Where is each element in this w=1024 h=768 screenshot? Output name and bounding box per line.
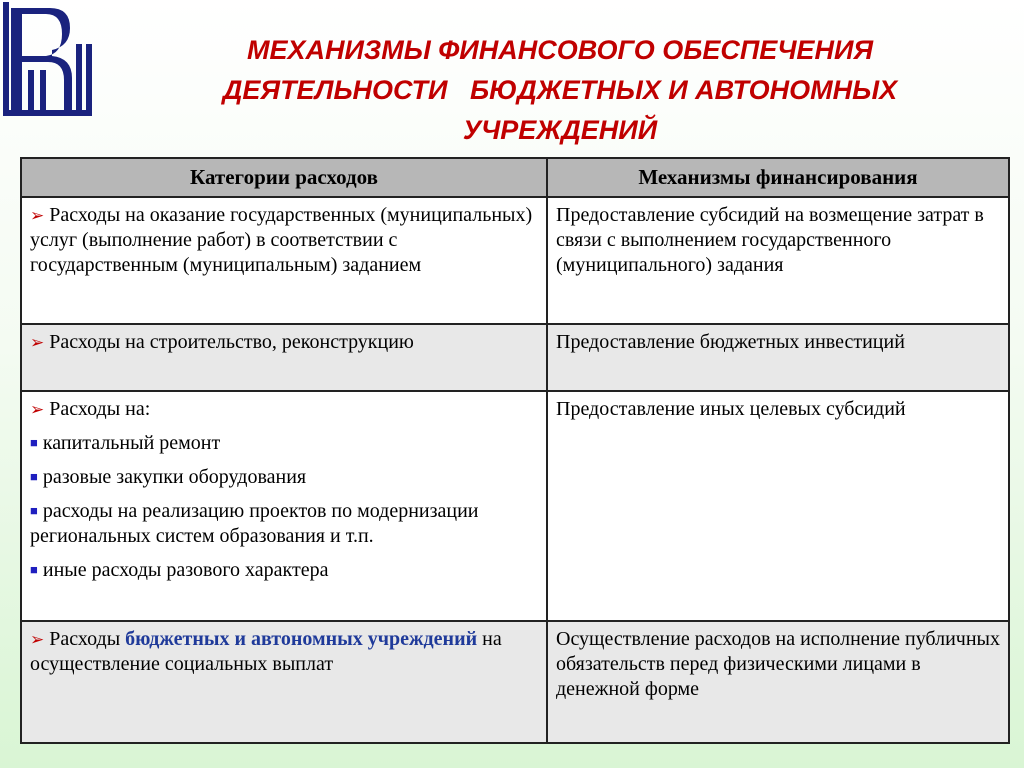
mechanism-cell: Предоставление иных целевых субсидий <box>547 391 1009 621</box>
category-cell <box>21 391 547 621</box>
header-categories: Категории расходов <box>21 158 547 197</box>
page-title <box>100 30 1020 150</box>
category-text: Расходы на оказание государственных (муниципальных) услуг (выполнение работ) в соответствии с государственным (муниципальным) заданием <box>30 204 533 276</box>
arrow-bullet-icon: ➢ <box>30 630 45 649</box>
category-cell <box>21 197 547 324</box>
arrow-bullet-icon: ➢ <box>30 400 45 419</box>
square-bullet-icon: ■ <box>30 562 38 577</box>
square-bullet-icon: ■ <box>30 469 38 484</box>
category-cell <box>21 324 547 391</box>
financing-table <box>20 157 1010 744</box>
category-text: Расходы на строительство, реконструкцию <box>49 331 414 353</box>
list-item: ■ разовые закупки оборудования <box>30 466 307 488</box>
title-line-2: ДЕЯТЕЛЬНОСТИ БЮДЖЕТНЫХ И АВТОНОМНЫХ <box>222 75 898 105</box>
mechanism-cell: Предоставление субсидий на возмещение затрат в связи с выполнением государственного (муниципального) задания <box>547 197 1009 324</box>
highlighted-text: бюджетных и автономных учреждений <box>125 628 478 650</box>
list-item: ■ иные расходы разового характера <box>30 559 329 581</box>
mechanism-cell: Осуществление расходов на исполнение публичных обязательств перед физическими лицами в денежной форме <box>547 621 1009 743</box>
table-row <box>21 324 1009 391</box>
list-item: ■ капитальный ремонт <box>30 432 221 454</box>
mechanism-cell: Предоставление бюджетных инвестиций <box>547 324 1009 391</box>
title-line-3: УЧРЕЖДЕНИЙ <box>462 115 658 145</box>
category-text: Расходы на: <box>49 398 151 420</box>
square-bullet-icon: ■ <box>30 435 38 450</box>
arrow-bullet-icon: ➢ <box>30 333 45 352</box>
table-row <box>21 621 1009 743</box>
arrow-bullet-icon: ➢ <box>30 206 45 225</box>
hse-logo-icon <box>0 0 95 118</box>
category-cell: ➢ Расходы бюджетных и автономных учреждений на осуществление социальных выплат <box>21 621 547 743</box>
table-row <box>21 391 1009 621</box>
title-line-1: МЕХАНИЗМЫ ФИНАНСОВОГО ОБЕСПЕЧЕНИЯ <box>246 35 874 65</box>
table-header-row <box>21 158 1009 197</box>
table-row <box>21 197 1009 324</box>
list-item: ■ расходы на реализацию проектов по модернизации региональных систем образования и т.п. <box>30 500 479 547</box>
header-mechanisms: Механизмы финансирования <box>547 158 1009 197</box>
square-bullet-icon: ■ <box>30 503 38 518</box>
